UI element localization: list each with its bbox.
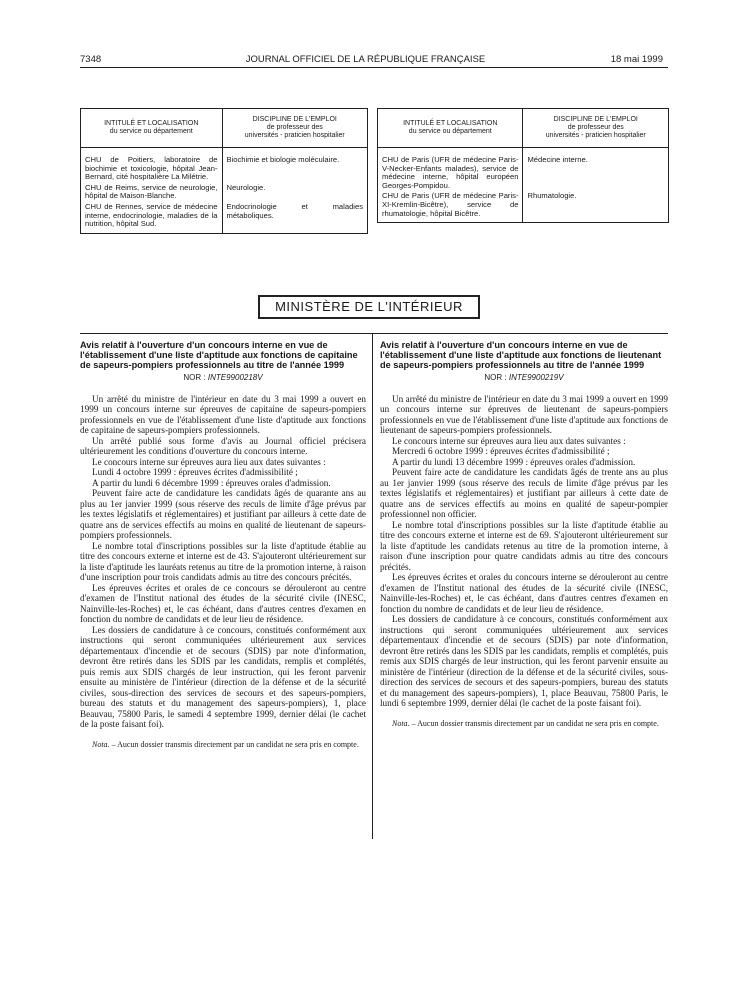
- header-line: INTITULÉ ET LOCALISATION: [104, 120, 199, 127]
- article-paragraph: Un arrêté du ministre de l'intérieur en date du 3 mai 1999 a ouvert en 1999 un concours interne sur épreuves de capitaine de sapeurs-pompiers professionnels en vue de l'établissement d'une liste d'aptitude aux fonctions de capitaine de sapeurs-pompiers professionnels.: [80, 393, 366, 435]
- service-cell: CHU de Rennes, service de médecine interne, endocrinologie, maladies de la nutrition, hôpital Sud.: [81, 201, 223, 233]
- article-paragraph: Le concours interne sur épreuves aura lieu aux dates suivantes :: [392, 435, 626, 446]
- article-title: Avis relatif à l'ouverture d'un concours interne en vue de l'établissement d'une liste d'aptitude aux fonctions de capitaine de sapeurs-pompiers professionnels au titre de l'année 1999: [80, 340, 358, 370]
- header-line: de professeur des: [567, 124, 624, 131]
- nor-reference: [380, 373, 668, 384]
- note-text: – Aucun dossier transmis directement par un candidat ne sera pris en compte.: [109, 739, 359, 749]
- article-note: [80, 740, 366, 749]
- header-line: de professeur des: [266, 124, 323, 131]
- header-rule: [80, 67, 668, 68]
- table-row: [81, 201, 368, 233]
- table-row: [378, 148, 669, 191]
- nor-code: INTE9900219V: [508, 373, 564, 382]
- header-line: du service ou département: [408, 128, 492, 135]
- service-cell: CHU de Poitiers, laboratoire de biochimie et toxicologie, hôpital Jean-Bernard, cité hospitalière La Milétrie.: [81, 148, 223, 182]
- column-header-discipline: [523, 109, 669, 148]
- note-label: Nota.: [92, 739, 110, 749]
- journal-title: JOURNAL OFFICIEL DE LA RÉPUBLIQUE FRANÇAISE: [245, 54, 486, 65]
- column-header-service: [81, 109, 223, 148]
- discipline-cell: Biochimie et biologie moléculaire.: [222, 148, 368, 182]
- article-paragraph: Le nombre total d'inscriptions possibles sur la liste d'aptitude établie au titre des concours externe et interne est de 69. S'ajouteront ultérieurement sur la liste d'aptitude les candidats retenus au titre de la promotion interne, à raison d'une inscription pour quatre candidats admis au titre des concours précités.: [380, 519, 668, 572]
- article-paragraph: Peuvent faire acte de candidature les candidats âgés de trente ans au plus au 1er janvier 1999 (sous réserve des reculs de limite d'âge prévus par les textes législatifs et réglementaires) et justifiant par ailleurs à cette date de quatre ans de services effectifs au moins en qualité de sapeur-pompier professionnel non officier.: [380, 467, 668, 519]
- discipline-cell: Rhumatologie.: [523, 190, 669, 222]
- article-paragraph: Un arrêté du ministre de l'intérieur en date du 3 mai 1999 a ouvert en 1999 un concours interne sur épreuves de lieutenant de sapeurs-pompiers professionnels en vue de l'établissement d'une liste d'aptitude aux fonctions de lieutenant de sapeurs-pompiers professionnels.: [380, 393, 668, 435]
- article-note: [380, 719, 668, 728]
- article-left: [80, 340, 366, 749]
- header-line: du service ou département: [109, 128, 193, 135]
- service-cell: CHU de Paris (UFR de médecine Paris-XI-Kremlin-Bicêtre), service de rhumatologie, hôpital Bicêtre.: [378, 190, 523, 222]
- header-line: universités - praticien hospitalier: [545, 132, 646, 139]
- discipline-cell: Endocrinologie et maladies métaboliques.: [222, 201, 368, 233]
- article-paragraph: Les dossiers de candidature à ce concours, constitués conformément aux instructions qui seront communiquées ultérieurement aux services départementaux d'incendie et de secours (SDIS) par note d'information, devront être retirés dans les SDIS par les candidats, remplis et complétés, puis remis aux SDIS chargés de leur instruction, qui les feront parvenir ensuite au ministère de l'intérieur (direction de la défense et de la sécurité civiles, sous-direction des services de secours et des sapeurs-pompiers, bureau des statuts et du management des sapeurs-pompiers), 1, place Beauvau, 75800 Paris, le samedi 4 septembre 1999, dernier délai (le cachet de la poste faisant foi).: [80, 624, 366, 729]
- table-row: [81, 182, 368, 201]
- article-paragraph: A partir du lundi 13 décembre 1999 : épreuves orales d'admission.: [392, 456, 636, 467]
- page-number: 7348: [80, 54, 102, 65]
- column-header-discipline: [222, 109, 368, 148]
- section-rule: [80, 333, 668, 334]
- article-paragraph: Peuvent faire acte de candidature les candidats âgés de quarante ans au plus au 1er janvier 1999 (sous réserve des reculs de limite d'âge prévus par les textes législatifs et réglementaires) et justifiant par ailleurs à cette date de quatre ans de services effectifs au moins en qualité de lieutenant de sapeurs-pompiers professionnels.: [80, 488, 366, 540]
- service-cell: CHU de Reims, service de neurologie, hôpital de Maison-Blanche.: [81, 182, 223, 201]
- nor-label: NOR :: [484, 373, 507, 382]
- article-paragraph: A partir du lundi 6 décembre 1999 : épreuves orales d'admission.: [92, 477, 331, 488]
- appointments-table-right: [377, 108, 669, 223]
- service-cell: CHU de Paris (UFR de médecine Paris-V-Necker-Enfants malades), service de médecine interne, hôpital européen Georges-Pompidou.: [378, 148, 523, 191]
- article-paragraph: Le concours interne sur épreuves aura lieu aux dates suivantes :: [92, 456, 326, 467]
- nor-label: NOR :: [183, 373, 206, 382]
- nor-reference: [80, 373, 366, 384]
- discipline-cell: Neurologie.: [222, 182, 368, 201]
- issue-date: 18 mai 1999: [610, 54, 663, 65]
- note-label: Nota.: [392, 718, 410, 728]
- note-text: – Aucun dossier transmis directement par un candidat ne sera pris en compte.: [409, 718, 659, 728]
- ministry-heading: MINISTÈRE DE L'INTÉRIEUR: [258, 295, 480, 319]
- table-row: [378, 190, 669, 222]
- header-line: universités - praticien hospitalier: [244, 132, 345, 139]
- article-title: Avis relatif à l'ouverture d'un concours interne en vue de l'établissement d'une liste d'aptitude aux fonctions de lieutenant de sapeurs-pompiers professionnels au titre de l'année 1999: [380, 340, 662, 370]
- header-line: DISCIPLINE DE L'EMPLOI: [252, 116, 337, 123]
- article-paragraph: Lundi 4 octobre 1999 : épreuves écrites d'admissibilité ;: [92, 467, 298, 477]
- article-paragraph: Les épreuves écrites et orales du concours interne se dérouleront au centre d'examen de l'Institut national des études de la sécurité civile (INESC, Nainville-les-Roches) et, le cas échéant, dans d'autres centres d'examen en fonction du nombre de candidats et de leur lieu de résidence.: [380, 572, 668, 614]
- header-line: DISCIPLINE DE L'EMPLOI: [553, 116, 638, 123]
- article-right: [380, 340, 668, 728]
- table-row: [81, 148, 368, 182]
- appointments-table-left: [80, 108, 368, 234]
- article-paragraph: Mercredi 6 octobre 1999 : épreuves écrites d'admissibilité ;: [392, 446, 610, 456]
- column-divider: [372, 334, 373, 839]
- column-header-service: [378, 109, 523, 148]
- discipline-cell: Médecine interne.: [523, 148, 669, 191]
- article-paragraph: Les dossiers de candidature à ce concours, constitués conformément aux instructions qui seront communiquées ultérieurement aux services départementaux d'incendie et de secours (SDIS) par note d'information, devront être retirés dans les SDIS par les candidats, remplis et complétés, puis remis aux SDIS chargés de leur instruction, qui les feront parvenir ensuite au ministère de l'intérieur (direction de la défense et de la sécurité civiles, sous-direction des services de secours et des sapeurs-pompiers, bureau des statuts et du management des sapeurs-pompiers), 1, place Beauvau, 75800 Paris, le lundi 6 septembre 1999, dernier délai (le cachet de la poste faisant foi).: [380, 614, 668, 708]
- nor-code: INTE9900218V: [207, 373, 263, 382]
- article-paragraph: Un arrêté publié sous forme d'avis au Journal officiel précisera ultérieurement les conditions d'ouverture du concours interne.: [80, 435, 366, 456]
- article-paragraph: Les épreuves écrites et orales de ce concours se dérouleront au centre d'examen de l'Institut national des études de la sécurité civile (INESC, Nainville-les-Roches) et, le cas échéant, dans d'autres centres d'examen en fonction du nombre de candidats et de leur lieu de résidence.: [80, 582, 366, 624]
- header-line: INTITULÉ ET LOCALISATION: [403, 120, 498, 127]
- article-paragraph: Le nombre total d'inscriptions possibles sur la liste d'aptitude établie au titre des concours externe et interne est de 43. S'ajouteront ultérieurement sur la liste d'aptitude les lauréats retenus au titre de la promotion interne, à raison d'une inscription pour trois candidats admis au titre des concours précités.: [80, 540, 366, 582]
